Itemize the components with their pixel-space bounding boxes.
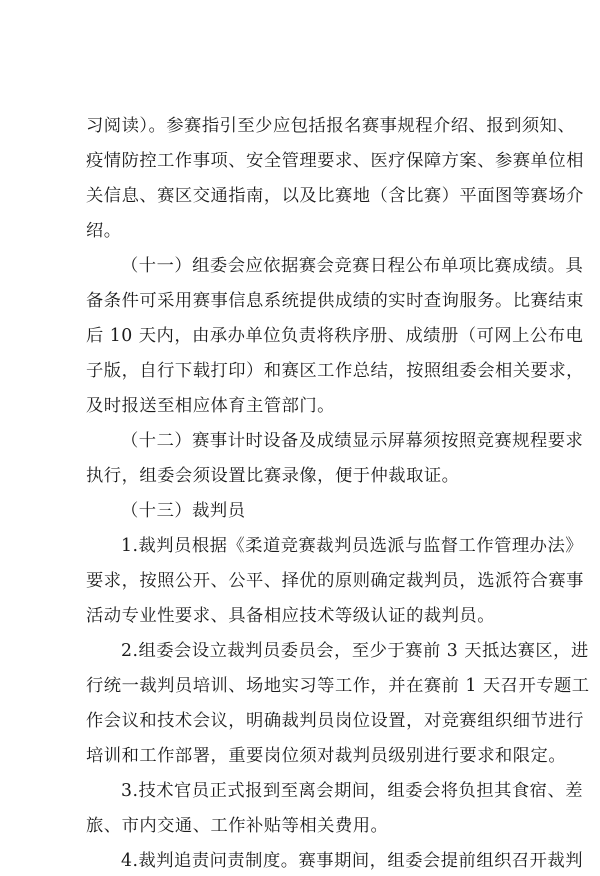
- paragraph-11-start: （十一）组委会应依据赛会竞赛日程公布单项比赛成绩。具: [121, 256, 584, 276]
- item-1-start: 1.裁判员根据《柔道竞赛裁判员选派与监督工作管理办法》: [121, 536, 584, 556]
- text-line: 旅、市内交通、工作补贴等相关费用。: [86, 816, 389, 836]
- text-line: 活动专业性要求、具备相应技术等级认证的裁判员。: [86, 606, 495, 626]
- text-line: 执行，组委会须设置比赛录像，便于仲裁取证。: [86, 466, 460, 486]
- section-heading-referees: （十三）裁判员: [121, 501, 246, 521]
- text-line: 习阅读）。参赛指引至少应包括报名赛事规程介绍、报到须知、: [86, 116, 576, 136]
- text-line: 关信息、赛区交通指南，以及比赛地（含比赛）平面图等赛场介: [86, 186, 584, 206]
- text-line: 子版，自行下载打印）和赛区工作总结，按照组委会相关要求，: [86, 361, 584, 381]
- text-line: 作会议和技术会议，明确裁判员岗位设置，对竞赛组织细节进行: [86, 711, 584, 731]
- text-line: 要求，按照公开、公平、择优的原则确定裁判员，选派符合赛事: [86, 571, 584, 591]
- text-line: 后 10 天内，由承办单位负责将秩序册、成绩册（可网上公布电: [86, 326, 584, 346]
- item-4-start: 4.裁判追责问责制度。赛事期间，组委会提前组织召开裁判: [121, 851, 584, 871]
- item-3-start: 3.技术官员正式报到至离会期间，组委会将负担其食宿、差: [121, 781, 584, 801]
- item-2-start: 2.组委会设立裁判员委员会，至少于赛前 3 天抵达赛区，进: [121, 641, 589, 661]
- text-line: 备条件可采用赛事信息系统提供成绩的实时查询服务。比赛结束: [86, 291, 584, 311]
- text-line: 培训和工作部署，重要岗位须对裁判员级别进行要求和限定。: [86, 746, 567, 766]
- paragraph-12-start: （十二）赛事计时设备及成绩显示屏幕须按照竞赛规程要求: [121, 431, 584, 451]
- text-line: 绍。: [86, 221, 122, 241]
- text-line: 行统一裁判员培训、场地实习等工作，并在赛前 1 天召开专题工: [86, 676, 590, 696]
- text-line: 疫情防控工作事项、安全管理要求、医疗保障方案、参赛单位相: [86, 151, 584, 171]
- text-line: 及时报送至相应体育主管部门。: [86, 396, 335, 416]
